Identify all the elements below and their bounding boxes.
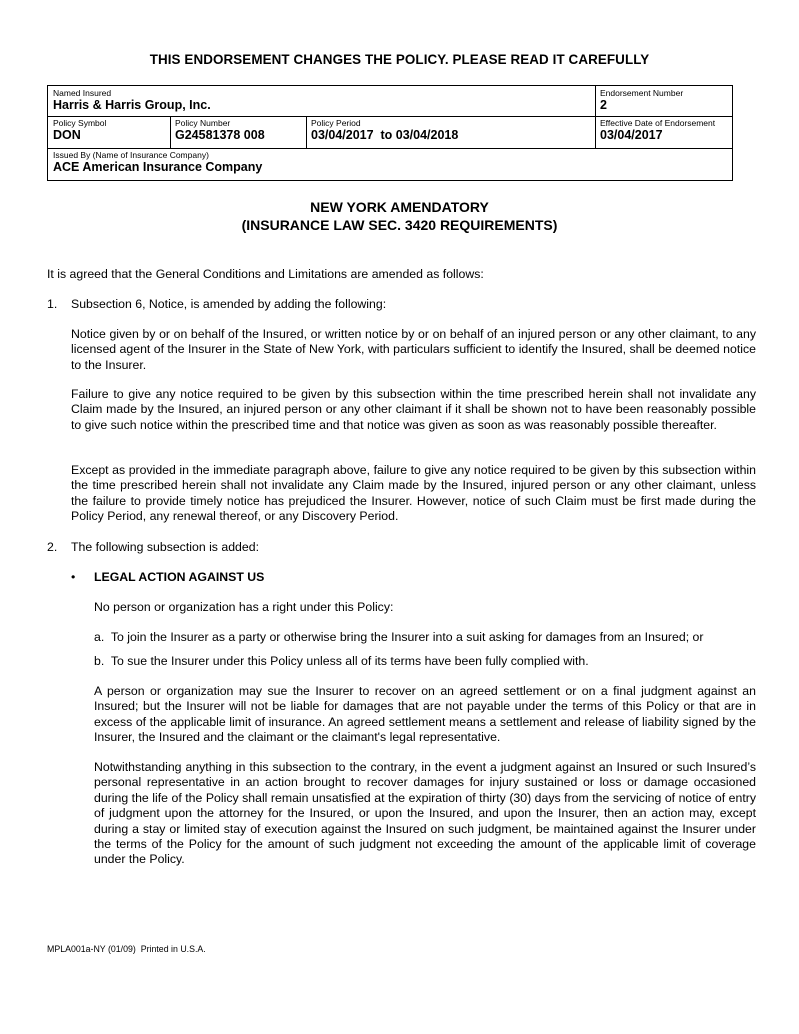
legal-action-list-a: a. To join the Insurer as a party or otherwise bring the Insurer into a suit asking for damages from an Insured; or — [94, 630, 704, 644]
bullet-icon: • — [71, 570, 76, 584]
endorsement-number-cell — [595, 86, 734, 113]
item-2-heading: The following subsection is added: — [71, 540, 259, 554]
item-1-paragraph-1: Notice given by or on behalf of the Insured, or written notice by or on behalf of an injured person or any other claimant, to any licensed agent of the Insurer in the State of New York, with particulars sufficient to identify the Insured, shall be deemed notice to the Insurer. — [71, 327, 756, 372]
issued-by-cell — [48, 148, 734, 175]
policy-number-cell — [170, 116, 306, 143]
effective-date-value: 03/04/2017 — [600, 128, 663, 142]
named-insured-cell — [48, 86, 595, 113]
effective-date-label: Effective Date of Endorsement — [600, 118, 716, 128]
item-1-paragraph-3: Except as provided in the immediate paragraph above, failure to give any notice required to be given by this subsection within the time prescribed herein shall not invalidate any Claim made by the Insured, injured person or any other claimant, unless the failure to provide timely notice has prejudiced the Insurer. However, notice of such Claim must be first made during the Policy Period, any renewal thereof, or any Discovery Period. — [71, 463, 756, 524]
policy-period-label: Policy Period — [311, 118, 361, 128]
intro-text: It is agreed that the General Conditions and Limitations are amended as follows: — [47, 267, 484, 281]
policy-symbol-value: DON — [53, 128, 81, 142]
legal-action-paragraph-3: Notwithstanding anything in this subsection to the contrary, in the event a judgment against an Insured or such Insured’s personal representative in an action brought to recover damages for injury sustained or loss or damage occasioned during the life of the Policy shall remain unsatisfied at the expiration of thirty (30) days from the servicing of notice of entry of judgment upon the attorney for the Insured, or upon the Insured, and upon the Insurer, then an action may, except during a stay or limited stay of execution against the Insured on such judgment, be maintained against the Insurer under the terms of the Policy for the amount of such judgment not exceeding the amount of the applicable limit of coverage under the Policy. — [94, 760, 756, 867]
named-insured-value: Harris & Harris Group, Inc. — [53, 98, 211, 112]
policy-number-value: G24581378 008 — [175, 128, 265, 142]
form-footer: MPLA001a-NY (01/09) Printed in U.S.A. — [47, 944, 206, 954]
item-1-number: 1. — [47, 297, 58, 311]
legal-action-paragraph-2: A person or organization may sue the Insurer to recover on an agreed settlement or on a final judgment against an Insured; but the Insurer will not be liable for damages that are not payable under the terms of this Policy or that are in excess of the applicable limit of insurance. An agreed settlement means a settlement and release of liability signed by the Insurer, the Insured and the claimant or the claimant's legal representative. — [94, 684, 756, 745]
policy-period-value: 03/04/2017 to 03/04/2018 — [311, 128, 459, 142]
policy-symbol-label: Policy Symbol — [53, 118, 107, 128]
endorsement-number-value: 2 — [600, 98, 607, 112]
policy-period-cell — [306, 116, 595, 143]
legal-action-heading: LEGAL ACTION AGAINST US — [94, 570, 265, 584]
issued-by-label: Issued By (Name of Insurance Company) — [53, 150, 209, 160]
policy-number-label: Policy Number — [175, 118, 231, 128]
policy-symbol-cell — [48, 116, 170, 143]
document-title: NEW YORK AMENDATORY — [310, 199, 489, 215]
document-subtitle: (INSURANCE LAW SEC. 3420 REQUIREMENTS) — [241, 217, 558, 233]
item-2-number: 2. — [47, 540, 58, 554]
named-insured-label: Named Insured — [53, 88, 112, 98]
legal-action-paragraph-1: No person or organization has a right under this Policy: — [94, 600, 394, 614]
legal-action-list-b: b. To sue the Insurer under this Policy unless all of its terms have been fully complied with. — [94, 654, 589, 668]
endorsement-header: THIS ENDORSEMENT CHANGES THE POLICY. PLEASE READ IT CAREFULLY — [149, 52, 650, 67]
endorsement-number-label: Endorsement Number — [600, 88, 684, 98]
issued-by-value: ACE American Insurance Company — [53, 160, 263, 174]
effective-date-cell — [595, 116, 734, 143]
item-1-heading: Subsection 6, Notice, is amended by adding the following: — [71, 297, 387, 311]
item-1-paragraph-2: Failure to give any notice required to be given by this subsection within the time prescribed herein shall not invalidate any Claim made by the Insured, an injured person or any other claimant if it shall be shown not to have been reasonably possible to give such notice within the prescribed time and that notice was given as soon as was reasonably possible thereafter. — [71, 387, 756, 432]
policy-info-table — [47, 85, 733, 181]
